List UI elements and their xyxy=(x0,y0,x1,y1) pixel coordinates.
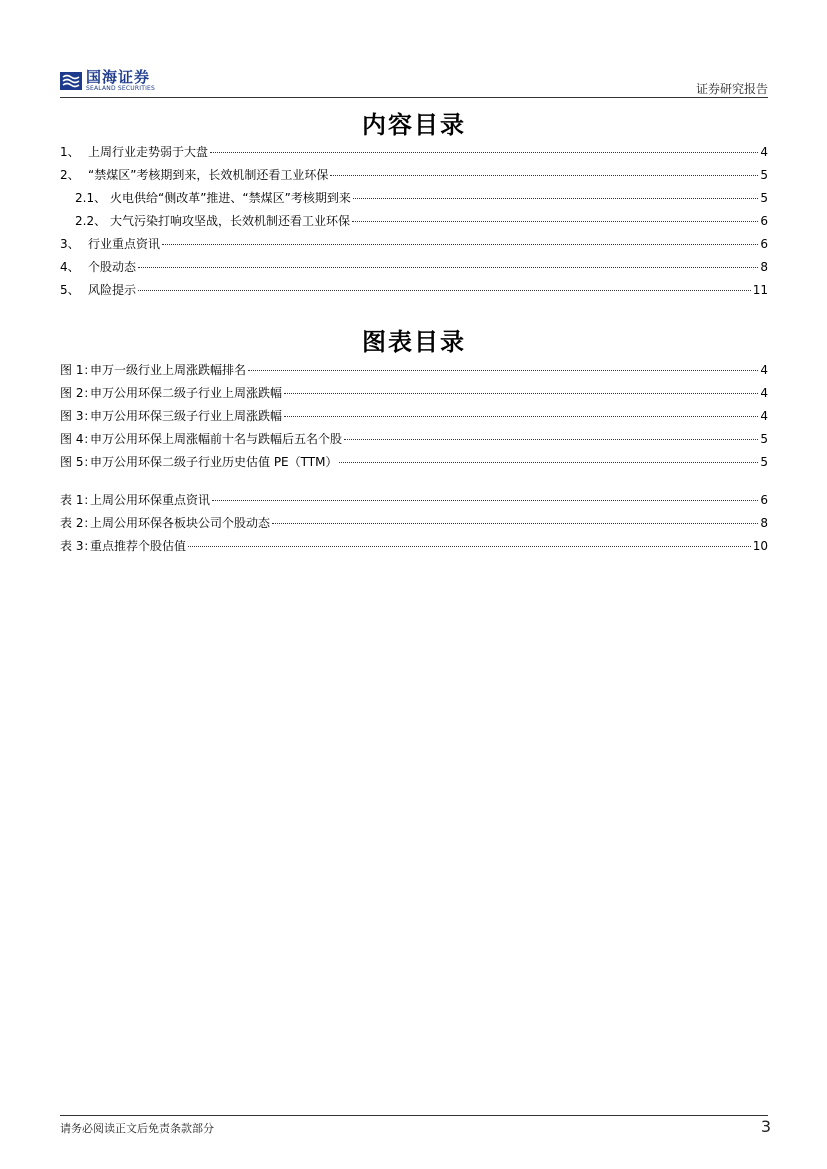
table-number: 表 1： xyxy=(60,493,96,507)
figure-entry[interactable] xyxy=(60,428,768,451)
toc-entry[interactable] xyxy=(60,279,768,302)
toc-subentry[interactable] xyxy=(60,187,768,210)
figures-title: 图表目录 xyxy=(362,327,466,356)
figure-number: 图 2： xyxy=(60,386,96,400)
figure-page: 5 xyxy=(760,455,768,469)
toc-entry-title: 行业重点资讯 xyxy=(88,237,161,251)
dot-leader xyxy=(210,152,758,153)
figure-entry[interactable] xyxy=(60,405,768,428)
figure-entry[interactable] xyxy=(60,359,768,382)
dot-leader xyxy=(353,198,758,199)
toc-entry-page: 6 xyxy=(760,237,768,251)
figure-number: 图 5： xyxy=(60,455,96,469)
table-title: 重点推荐个股估值 xyxy=(90,539,187,553)
toc-entry-number: 3、 xyxy=(60,237,80,251)
table-page: 6 xyxy=(760,493,768,507)
figure-title: 申万公用环保二级子行业历史估值 PE（TTM） xyxy=(90,455,338,469)
dot-leader xyxy=(162,244,758,245)
table-page: 8 xyxy=(760,516,768,530)
sealand-logo-icon xyxy=(60,70,82,92)
table-entry[interactable] xyxy=(60,535,768,558)
table-entry[interactable] xyxy=(60,512,768,535)
toc-entry-number: 1、 xyxy=(60,145,80,159)
dot-leader xyxy=(339,462,758,463)
page-number: 3 xyxy=(760,1117,771,1136)
table-number: 表 2： xyxy=(60,516,96,530)
figure-title: 申万公用环保二级子行业上周涨跌幅 xyxy=(90,386,283,400)
toc-entry-number: 5、 xyxy=(60,283,80,297)
toc-entry[interactable] xyxy=(60,164,768,187)
dot-leader xyxy=(138,267,758,268)
toc-entry-number: 2.2、 xyxy=(75,214,107,228)
table-list xyxy=(60,489,768,558)
company-logo xyxy=(60,68,155,94)
figure-entry[interactable] xyxy=(60,451,768,474)
toc-entry-page: 4 xyxy=(760,145,768,159)
figure-entry[interactable] xyxy=(60,382,768,405)
toc-entry[interactable] xyxy=(60,256,768,279)
figure-page: 5 xyxy=(760,432,768,446)
dot-leader xyxy=(330,175,758,176)
toc-entry-number: 2、 xyxy=(60,168,80,182)
dot-leader xyxy=(188,546,751,547)
toc-entry[interactable] xyxy=(60,233,768,256)
header-divider xyxy=(60,97,768,98)
toc-entry-number: 4、 xyxy=(60,260,80,274)
chart-list xyxy=(60,359,768,474)
figure-page: 4 xyxy=(760,363,768,377)
figure-number: 图 3： xyxy=(60,409,96,423)
dot-leader xyxy=(212,500,758,501)
disclaimer-note: 请务必阅读正文后免责条款部分 xyxy=(60,1122,214,1135)
toc-entry-page: 5 xyxy=(760,191,768,205)
toc-entry-title: 个股动态 xyxy=(88,260,137,274)
toc-entry-number: 2.1、 xyxy=(75,191,107,205)
report-type-label: 证券研究报告 xyxy=(695,82,768,96)
figure-title: 申万公用环保三级子行业上周涨跌幅 xyxy=(90,409,283,423)
dot-leader xyxy=(344,439,758,440)
contents-title: 内容目录 xyxy=(362,110,466,139)
company-name-cn: 国海证券 xyxy=(86,68,151,86)
toc-entry-page: 5 xyxy=(760,168,768,182)
dot-leader xyxy=(138,290,751,291)
contents-list xyxy=(60,141,768,302)
figure-title: 申万一级行业上周涨跌幅排名 xyxy=(90,363,247,377)
figure-title: 申万公用环保上周涨幅前十名与跌幅后五名个股 xyxy=(90,432,343,446)
table-title: 上周公用环保各板块公司个股动态 xyxy=(90,516,271,530)
toc-entry[interactable] xyxy=(60,141,768,164)
figure-number: 图 4： xyxy=(60,432,96,446)
toc-entry-title: 上周行业走势弱于大盘 xyxy=(88,145,209,159)
toc-entry-page: 6 xyxy=(760,214,768,228)
table-page: 10 xyxy=(752,539,768,553)
table-entry[interactable] xyxy=(60,489,768,512)
dot-leader xyxy=(272,523,758,524)
toc-entry-title: 风险提示 xyxy=(88,283,137,297)
company-name-en: SEALAND SECURITIES xyxy=(86,85,156,92)
dot-leader xyxy=(352,221,758,222)
toc-entry-page: 11 xyxy=(752,283,768,297)
dot-leader xyxy=(284,416,758,417)
figure-page: 4 xyxy=(760,409,768,423)
page-header xyxy=(60,66,768,98)
dot-leader xyxy=(284,393,758,394)
table-title: 上周公用环保重点资讯 xyxy=(90,493,211,507)
footer-divider xyxy=(60,1115,768,1116)
figure-page: 4 xyxy=(760,386,768,400)
table-number: 表 3： xyxy=(60,539,96,553)
toc-entry-page: 8 xyxy=(760,260,768,274)
toc-entry-title: “禁煤区”考核期到来，长效机制还看工业环保 xyxy=(88,168,329,182)
dot-leader xyxy=(248,370,758,371)
toc-entry-title: 火电供给“侧改革”推进、“禁煤区”考核期到来 xyxy=(110,191,351,205)
toc-entry-title: 大气污染打响攻坚战，长效机制还看工业环保 xyxy=(110,214,351,228)
figure-number: 图 1： xyxy=(60,363,96,377)
toc-subentry[interactable] xyxy=(60,210,768,233)
